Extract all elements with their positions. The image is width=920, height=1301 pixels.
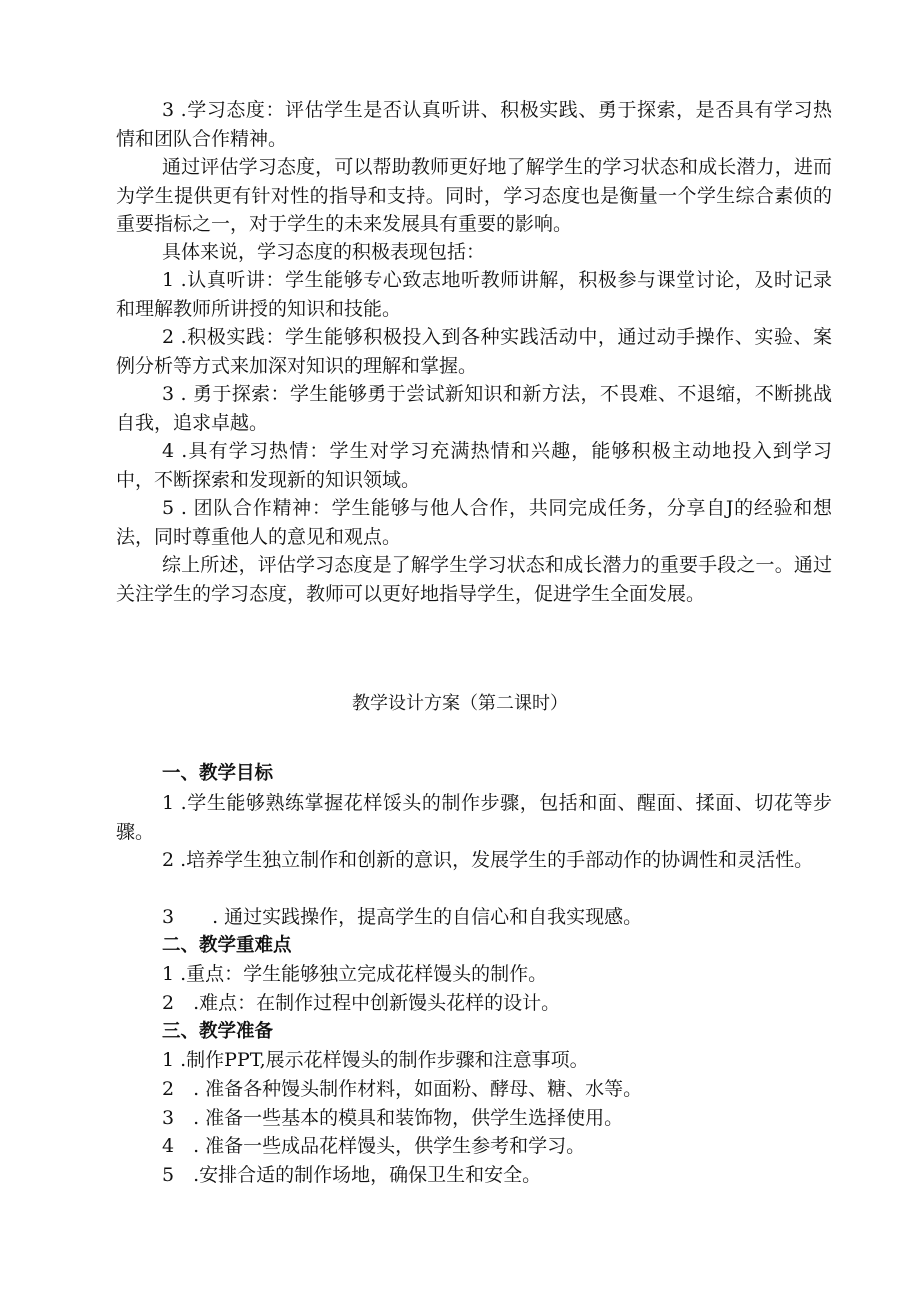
attitude-conclusion-paragraph: 综上所述，评估学习态度是了解学生学习状态和成长潜力的重要手段之一。通过关注学生的学习态度，教师可以更好地指导学生，促进学生全面发展。: [116, 554, 832, 605]
preparation-item-5: 5 .安排合适的制作场地，确保卫生和安全。: [162, 1164, 542, 1186]
attitude-point-1: 1 .认真听讲：学生能够专心致志地听教师讲解，积极参与课堂讨论，及时记录和理解教师所讲授的知识和技能。: [116, 269, 832, 320]
attitude-point-3: 3 . 勇于探索：学生能够勇于尝试新知识和新方法，不畏难、不退缩，不断挑战自我，追求卓越。: [116, 383, 832, 434]
objective-item-3: 3 . 通过实践操作，提高学生的自信心和自我实现感。: [162, 906, 643, 928]
attitude-intro-paragraph: 通过评估学习态度，可以帮助教师更好地了解学生的学习状态和成长潜力，进而为学生提供更有针对性的指导和支持。同时，学习态度也是衡量一个学生综合素侦的重要指标之一，对于学生的未来发展具有重要的影响。: [116, 156, 832, 235]
attitude-point-2: 2 .积极实践：学生能够积极投入到各种实践活动中，通过动手操作、实验、案例分析等方式来加深对知识的理解和掌握。: [116, 326, 832, 377]
key-point-item-1: 1 .重点：学生能够独立完成花样馒头的制作。: [162, 963, 548, 985]
section-heading-key-points: 二、教学重难点: [162, 935, 292, 956]
attitude-item-3: 3 .学习态度：评估学生是否认真听讲、积极实践、勇于探索，是否具有学习热情和团队合作精神。: [116, 99, 832, 150]
attitude-lead-paragraph: 具体来说，学习态度的积极表现包括：: [162, 241, 486, 263]
preparation-item-2: 2 . 准备各种馒头制作材料，如面粉、酵母、糖、水等。: [162, 1078, 643, 1100]
key-point-item-2: 2 .难点：在制作过程中创新馒头花样的设计。: [162, 992, 561, 1014]
attitude-point-4: 4 .具有学习热情：学生对学习充满热情和兴趣，能够积极主动地投入到学习中，不断探索和发现新的知识领域。: [116, 440, 832, 491]
objective-item-1: 1 .学生能够熟练掌握花样馁头的制作步骤，包括和面、醒面、揉面、切花等步骤。: [116, 792, 832, 843]
objective-item-2: 2 .培养学生独立制作和创新的意识，发展学生的手部动作的协调性和灵活性。: [162, 849, 814, 871]
preparation-item-3: 3 . 准备一些基本的模具和装饰物，供学生选择使用。: [162, 1107, 624, 1129]
section-heading-preparation: 三、教学准备: [162, 1021, 274, 1042]
section-heading-objectives: 一、教学目标: [162, 763, 274, 784]
preparation-item-4: 4 . 准备一些成品花样馒头，供学生参考和学习。: [162, 1135, 586, 1157]
lesson-plan-title: 教学设计方案（第二课时）: [352, 693, 568, 714]
preparation-item-1: 1 .制作PPT,展示花样馒头的制作步骤和注意事项。: [162, 1049, 589, 1071]
attitude-point-5: 5 . 团队合作精神：学生能够与他人合作，共同完成任务，分享自J的经验和想法，同时尊重他人的意见和观点。: [116, 497, 832, 548]
